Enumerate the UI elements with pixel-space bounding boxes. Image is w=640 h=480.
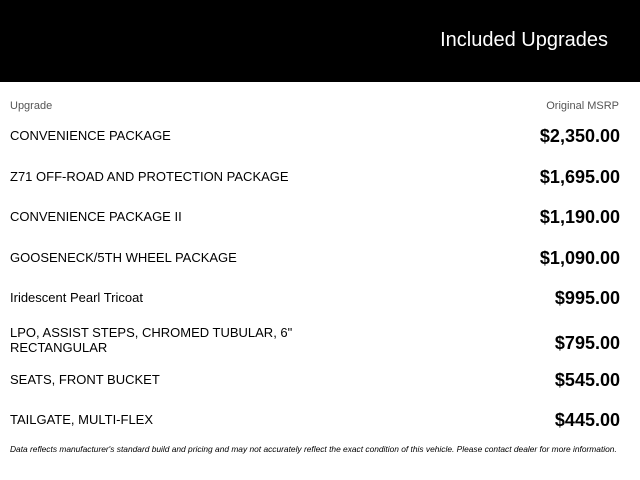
list-item — [0, 159, 640, 200]
column-headers — [0, 100, 640, 114]
upgrade-name: CONVENIENCE PACKAGE II — [10, 209, 182, 225]
upgrade-name: SEATS, FRONT BUCKET — [10, 371, 160, 387]
upgrade-price: $1,190.00 — [539, 207, 620, 228]
list-item — [0, 402, 640, 443]
list-item — [0, 280, 640, 321]
upgrade-price: $995.00 — [554, 288, 620, 309]
upgrades-list — [0, 118, 640, 443]
upgrade-price: $445.00 — [554, 410, 620, 431]
upgrade-price: $545.00 — [554, 369, 620, 390]
list-item — [0, 240, 640, 281]
upgrade-name: TAILGATE, MULTI-FLEX — [10, 412, 154, 428]
disclaimer-text: Data reflects manufacturer's standard build and pricing and may not accurately reflect the exact condition of this vehicle. Please contact dealer for more information. — [10, 444, 617, 454]
list-item — [0, 362, 640, 403]
upgrade-price: $795.00 — [554, 332, 620, 353]
list-item — [0, 118, 640, 159]
upgrade-name: CONVENIENCE PACKAGE — [10, 128, 171, 143]
upgrade-price: $2,350.00 — [539, 126, 620, 146]
upgrade-name: LPO, ASSIST STEPS, CHROMED TUBULAR, 6" RECTANGULAR — [10, 324, 293, 355]
page-title: Included Upgrades — [440, 29, 608, 51]
upgrade-price: $1,695.00 — [539, 166, 620, 187]
upgrade-name: GOOSENECK/5TH WHEEL PACKAGE — [10, 249, 237, 265]
header-bar — [0, 0, 640, 82]
list-item — [0, 199, 640, 240]
upgrade-name: Z71 OFF-ROAD AND PROTECTION PACKAGE — [10, 168, 289, 184]
list-item — [0, 321, 640, 362]
upgrade-name: Iridescent Pearl Tricoat — [10, 290, 143, 306]
msrp-column-header: Original MSRP — [546, 100, 619, 112]
upgrade-price: $1,090.00 — [539, 247, 620, 268]
upgrade-column-header: Upgrade — [10, 100, 53, 112]
